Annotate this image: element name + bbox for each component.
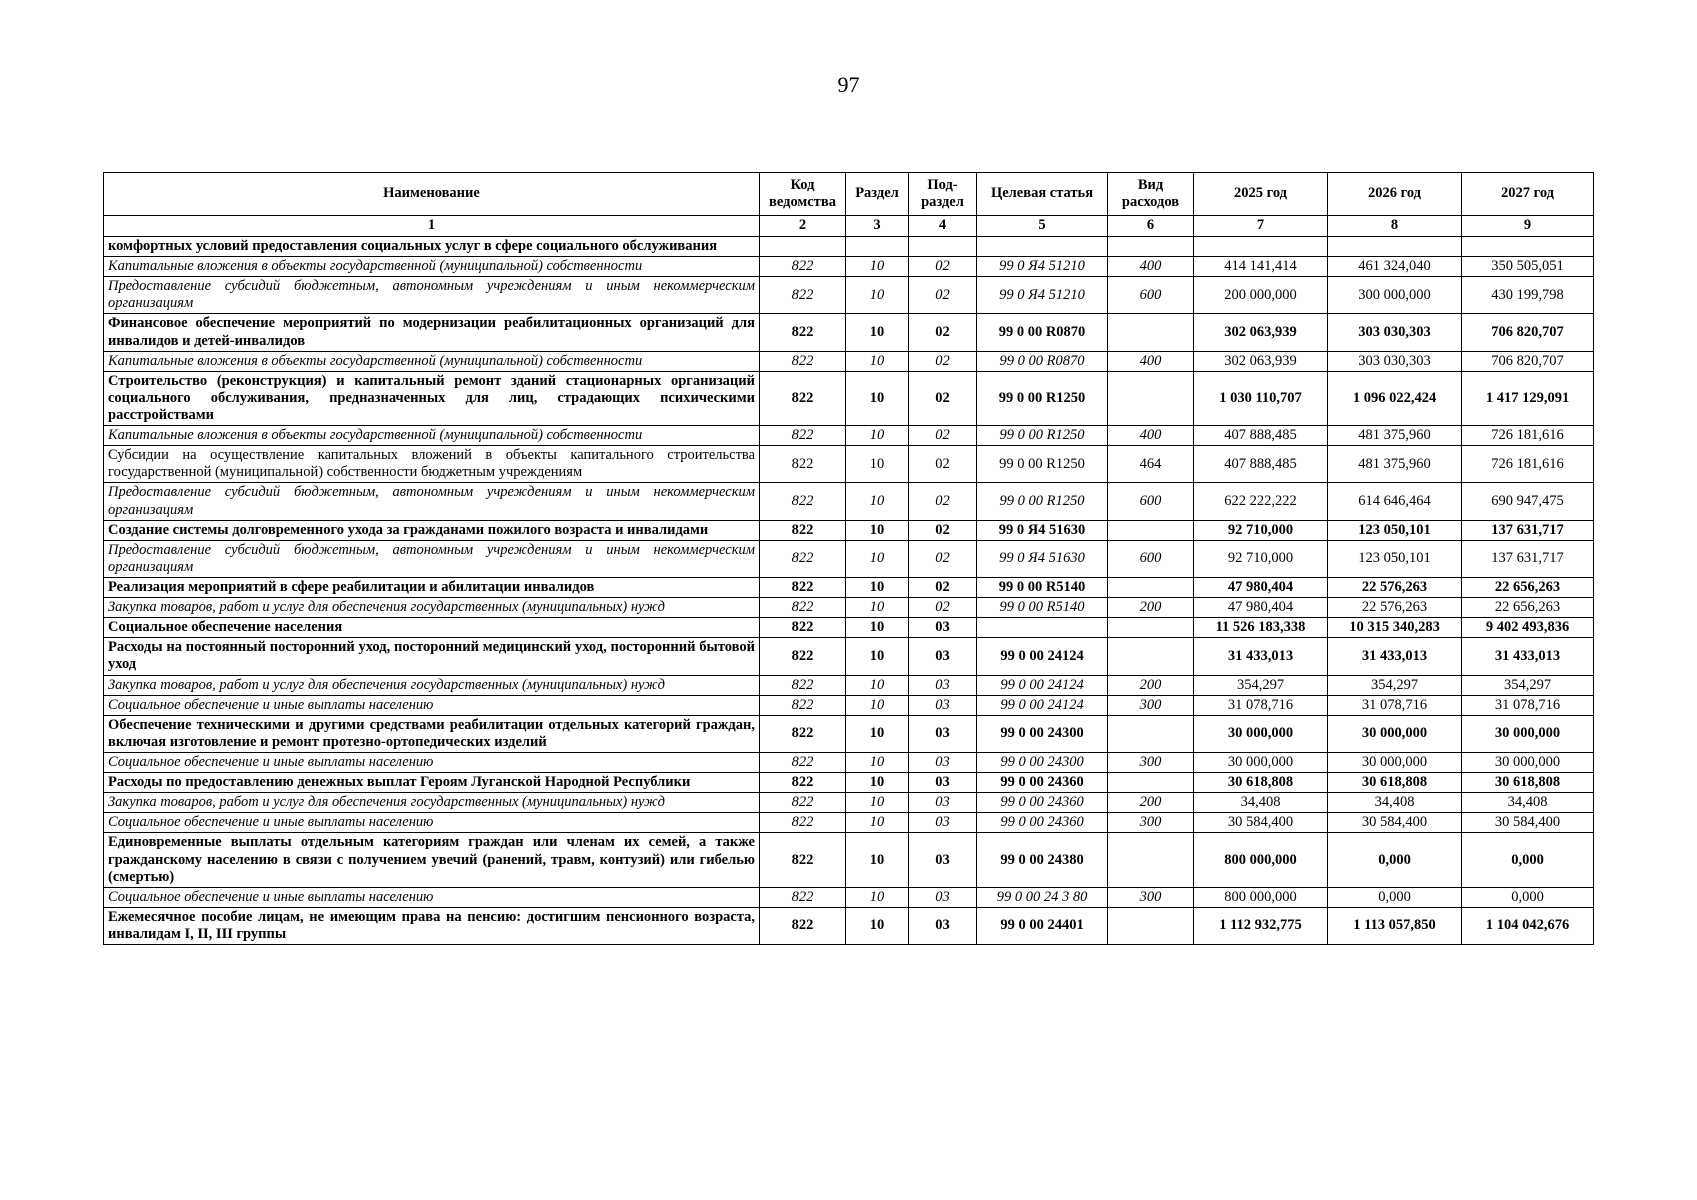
row-ved-code: 822 <box>760 446 846 483</box>
row-name: Закупка товаров, работ и услуг для обеспечения государственных (муниципальных) нужд <box>104 793 760 813</box>
table-row <box>104 695 1594 715</box>
row-podrazdel: 03 <box>909 618 977 638</box>
row-podrazdel: 03 <box>909 695 977 715</box>
row-amount-2026: 34,408 <box>1328 793 1462 813</box>
row-name: Закупка товаров, работ и услуг для обеспечения государственных (муниципальных) нужд <box>104 675 760 695</box>
row-amount-2025: 414 141,414 <box>1194 257 1328 277</box>
table-row <box>104 351 1594 371</box>
header-podrazdel: Под-раздел <box>909 173 977 216</box>
row-name: Предоставление субсидий бюджетным, автономным учреждениям и иным некоммерческим организациям <box>104 483 760 520</box>
row-razdel: 10 <box>846 577 909 597</box>
row-amount-2025: 31 078,716 <box>1194 695 1328 715</box>
row-amount-2025: 302 063,939 <box>1194 351 1328 371</box>
row-amount-2025: 622 222,222 <box>1194 483 1328 520</box>
row-amount-2027: 34,408 <box>1462 793 1594 813</box>
row-name: Расходы на постоянный посторонний уход, посторонний медицинский уход, посторонний бытовой уход <box>104 638 760 675</box>
row-amount-2025: 354,297 <box>1194 675 1328 695</box>
row-target-article: 99 0 00 24360 <box>977 773 1108 793</box>
row-razdel: 10 <box>846 446 909 483</box>
row-amount-2025: 1 112 932,775 <box>1194 907 1328 944</box>
row-target-article: 99 0 00 24401 <box>977 907 1108 944</box>
row-target-article: 99 0 00 24360 <box>977 813 1108 833</box>
row-amount-2027: 22 656,263 <box>1462 598 1594 618</box>
row-ved-code: 822 <box>760 675 846 695</box>
header-name: Наименование <box>104 173 760 216</box>
row-ved-code: 822 <box>760 793 846 813</box>
row-amount-2027: 0,000 <box>1462 833 1594 887</box>
row-expense-type: 464 <box>1108 446 1194 483</box>
table-row <box>104 907 1594 944</box>
row-ved-code: 822 <box>760 520 846 540</box>
row-amount-2026: 614 646,464 <box>1328 483 1462 520</box>
row-amount-2026: 1 113 057,850 <box>1328 907 1462 944</box>
row-target-article: 99 0 00 R1250 <box>977 426 1108 446</box>
row-target-article: 99 0 Я4 51630 <box>977 540 1108 577</box>
table-row <box>104 793 1594 813</box>
page-number: 97 <box>837 72 860 97</box>
row-amount-2026: 31 078,716 <box>1328 695 1462 715</box>
table-row <box>104 446 1594 483</box>
row-razdel: 10 <box>846 426 909 446</box>
row-amount-2026: 303 030,303 <box>1328 314 1462 351</box>
row-ved-code: 822 <box>760 426 846 446</box>
row-podrazdel: 03 <box>909 907 977 944</box>
row-amount-2027: 137 631,717 <box>1462 540 1594 577</box>
row-name: Обеспечение техническими и другими средствами реабилитации отдельных категорий граждан, включая изготовление и ремонт протезно-ортопедических изделий <box>104 715 760 752</box>
row-razdel: 10 <box>846 813 909 833</box>
column-number: 5 <box>977 216 1108 237</box>
header-target-article: Целевая статья <box>977 173 1108 216</box>
row-amount-2027: 22 656,263 <box>1462 577 1594 597</box>
table-row <box>104 752 1594 772</box>
column-number: 6 <box>1108 216 1194 237</box>
row-target-article: 99 0 Я4 51210 <box>977 257 1108 277</box>
row-podrazdel: 03 <box>909 773 977 793</box>
row-razdel: 10 <box>846 793 909 813</box>
row-amount-2026: 0,000 <box>1328 887 1462 907</box>
row-amount-2026: 123 050,101 <box>1328 520 1462 540</box>
row-expense-type <box>1108 314 1194 351</box>
row-amount-2025: 30 000,000 <box>1194 715 1328 752</box>
row-name: Финансовое обеспечение мероприятий по модернизации реабилитационных организаций для инвалидов и детей-инвалидов <box>104 314 760 351</box>
row-expense-type <box>1108 833 1194 887</box>
row-expense-type: 600 <box>1108 483 1194 520</box>
row-expense-type <box>1108 638 1194 675</box>
table-body <box>104 237 1594 945</box>
row-podrazdel: 02 <box>909 371 977 425</box>
table-row <box>104 314 1594 351</box>
row-amount-2027: 0,000 <box>1462 887 1594 907</box>
row-amount-2027: 1 104 042,676 <box>1462 907 1594 944</box>
row-target-article: 99 0 00 24 3 80 <box>977 887 1108 907</box>
row-amount-2025: 92 710,000 <box>1194 520 1328 540</box>
header-ved-code: Код ведомства <box>760 173 846 216</box>
row-amount-2026: 22 576,263 <box>1328 598 1462 618</box>
row-amount-2027 <box>1462 237 1594 257</box>
row-expense-type <box>1108 577 1194 597</box>
row-amount-2027: 1 417 129,091 <box>1462 371 1594 425</box>
row-podrazdel: 02 <box>909 426 977 446</box>
table-row <box>104 598 1594 618</box>
row-podrazdel: 03 <box>909 833 977 887</box>
row-ved-code <box>760 237 846 257</box>
row-amount-2025: 92 710,000 <box>1194 540 1328 577</box>
table-row <box>104 371 1594 425</box>
row-target-article: 99 0 00 R1250 <box>977 446 1108 483</box>
row-razdel: 10 <box>846 618 909 638</box>
row-ved-code: 822 <box>760 314 846 351</box>
row-expense-type: 300 <box>1108 887 1194 907</box>
row-amount-2025: 47 980,404 <box>1194 577 1328 597</box>
table-row <box>104 833 1594 887</box>
header-2027: 2027 год <box>1462 173 1594 216</box>
row-amount-2027: 137 631,717 <box>1462 520 1594 540</box>
row-amount-2026: 0,000 <box>1328 833 1462 887</box>
row-razdel: 10 <box>846 833 909 887</box>
row-amount-2027: 31 078,716 <box>1462 695 1594 715</box>
row-target-article: 99 0 00 R0870 <box>977 351 1108 371</box>
row-amount-2025: 30 000,000 <box>1194 752 1328 772</box>
row-amount-2027: 30 000,000 <box>1462 752 1594 772</box>
table-row <box>104 773 1594 793</box>
row-podrazdel: 03 <box>909 715 977 752</box>
row-amount-2025 <box>1194 237 1328 257</box>
row-target-article: 99 0 00 24380 <box>977 833 1108 887</box>
table-row <box>104 483 1594 520</box>
row-target-article: 99 0 00 24124 <box>977 695 1108 715</box>
row-expense-type: 400 <box>1108 351 1194 371</box>
row-razdel: 10 <box>846 675 909 695</box>
table-row <box>104 426 1594 446</box>
row-target-article: 99 0 00 R1250 <box>977 371 1108 425</box>
row-amount-2025: 30 584,400 <box>1194 813 1328 833</box>
row-expense-type: 600 <box>1108 277 1194 314</box>
row-target-article: 99 0 Я4 51630 <box>977 520 1108 540</box>
row-name: комфортных условий предоставления социальных услуг в сфере социального обслуживания <box>104 237 760 257</box>
column-number: 2 <box>760 216 846 237</box>
row-ved-code: 822 <box>760 638 846 675</box>
table-row <box>104 675 1594 695</box>
row-expense-type: 300 <box>1108 695 1194 715</box>
row-name: Социальное обеспечение и иные выплаты населению <box>104 695 760 715</box>
column-number: 8 <box>1328 216 1462 237</box>
table-row <box>104 813 1594 833</box>
row-podrazdel: 02 <box>909 577 977 597</box>
row-name: Социальное обеспечение населения <box>104 618 760 638</box>
row-ved-code: 822 <box>760 907 846 944</box>
row-expense-type <box>1108 907 1194 944</box>
row-ved-code: 822 <box>760 351 846 371</box>
row-amount-2026: 30 618,808 <box>1328 773 1462 793</box>
row-amount-2026: 30 000,000 <box>1328 752 1462 772</box>
row-podrazdel: 02 <box>909 520 977 540</box>
row-target-article: 99 0 00 24124 <box>977 675 1108 695</box>
row-podrazdel: 02 <box>909 257 977 277</box>
row-ved-code: 822 <box>760 887 846 907</box>
row-amount-2025: 800 000,000 <box>1194 833 1328 887</box>
header-2025: 2025 год <box>1194 173 1328 216</box>
row-razdel: 10 <box>846 773 909 793</box>
row-name: Закупка товаров, работ и услуг для обеспечения государственных (муниципальных) нужд <box>104 598 760 618</box>
row-podrazdel: 03 <box>909 813 977 833</box>
row-amount-2027: 30 000,000 <box>1462 715 1594 752</box>
row-podrazdel: 02 <box>909 540 977 577</box>
row-amount-2025: 34,408 <box>1194 793 1328 813</box>
row-podrazdel: 02 <box>909 483 977 520</box>
row-target-article: 99 0 00 R5140 <box>977 577 1108 597</box>
row-expense-type <box>1108 237 1194 257</box>
row-expense-type <box>1108 715 1194 752</box>
table-row <box>104 887 1594 907</box>
row-amount-2027: 706 820,707 <box>1462 314 1594 351</box>
row-target-article: 99 0 00 24124 <box>977 638 1108 675</box>
row-name: Социальное обеспечение и иные выплаты населению <box>104 813 760 833</box>
row-ved-code: 822 <box>760 618 846 638</box>
row-amount-2026: 31 433,013 <box>1328 638 1462 675</box>
row-podrazdel: 02 <box>909 446 977 483</box>
row-target-article: 99 0 00 R0870 <box>977 314 1108 351</box>
row-podrazdel: 02 <box>909 314 977 351</box>
row-expense-type <box>1108 773 1194 793</box>
row-ved-code: 822 <box>760 598 846 618</box>
table-row <box>104 277 1594 314</box>
row-amount-2026: 481 375,960 <box>1328 426 1462 446</box>
column-number: 7 <box>1194 216 1328 237</box>
row-amount-2027: 354,297 <box>1462 675 1594 695</box>
row-target-article <box>977 237 1108 257</box>
row-razdel: 10 <box>846 540 909 577</box>
row-amount-2026: 461 324,040 <box>1328 257 1462 277</box>
row-amount-2026: 10 315 340,283 <box>1328 618 1462 638</box>
row-expense-type <box>1108 618 1194 638</box>
row-razdel: 10 <box>846 371 909 425</box>
row-name: Реализация мероприятий в сфере реабилитации и абилитации инвалидов <box>104 577 760 597</box>
row-name: Расходы по предоставлению денежных выплат Героям Луганской Народной Республики <box>104 773 760 793</box>
row-target-article: 99 0 00 R1250 <box>977 483 1108 520</box>
row-amount-2025: 1 030 110,707 <box>1194 371 1328 425</box>
row-name: Единовременные выплаты отдельным категориям граждан или членам их семей, а также гражданскому населению в связи с получением увечий (ранений, травм, контузий) или гибелью (смертью) <box>104 833 760 887</box>
table-row <box>104 715 1594 752</box>
row-amount-2027: 706 820,707 <box>1462 351 1594 371</box>
row-expense-type <box>1108 371 1194 425</box>
row-target-article: 99 0 00 24360 <box>977 793 1108 813</box>
row-name: Капитальные вложения в объекты государственной (муниципальной) собственности <box>104 351 760 371</box>
row-amount-2026: 22 576,263 <box>1328 577 1462 597</box>
row-expense-type: 200 <box>1108 793 1194 813</box>
row-amount-2025: 800 000,000 <box>1194 887 1328 907</box>
row-podrazdel: 03 <box>909 675 977 695</box>
row-amount-2027: 690 947,475 <box>1462 483 1594 520</box>
column-number: 9 <box>1462 216 1594 237</box>
table-row <box>104 577 1594 597</box>
row-amount-2026: 30 000,000 <box>1328 715 1462 752</box>
row-podrazdel: 03 <box>909 752 977 772</box>
row-target-article: 99 0 00 24300 <box>977 715 1108 752</box>
budget-table <box>103 172 1594 945</box>
row-name: Предоставление субсидий бюджетным, автономным учреждениям и иным некоммерческим организациям <box>104 277 760 314</box>
row-amount-2026: 123 050,101 <box>1328 540 1462 577</box>
row-name: Социальное обеспечение и иные выплаты населению <box>104 887 760 907</box>
row-amount-2027: 350 505,051 <box>1462 257 1594 277</box>
row-razdel <box>846 237 909 257</box>
row-amount-2027: 726 181,616 <box>1462 446 1594 483</box>
table-row <box>104 618 1594 638</box>
row-podrazdel: 02 <box>909 277 977 314</box>
row-amount-2026: 303 030,303 <box>1328 351 1462 371</box>
row-razdel: 10 <box>846 752 909 772</box>
row-name: Строительство (реконструкция) и капитальный ремонт зданий стационарных организаций социального обслуживания, предназначенных для лиц, страдающих психическими расстройствами <box>104 371 760 425</box>
header-2026: 2026 год <box>1328 173 1462 216</box>
row-podrazdel: 02 <box>909 351 977 371</box>
row-razdel: 10 <box>846 887 909 907</box>
table-row <box>104 520 1594 540</box>
row-ved-code: 822 <box>760 277 846 314</box>
row-target-article: 99 0 Я4 51210 <box>977 277 1108 314</box>
row-razdel: 10 <box>846 695 909 715</box>
table-row <box>104 540 1594 577</box>
column-number: 4 <box>909 216 977 237</box>
row-amount-2025: 47 980,404 <box>1194 598 1328 618</box>
table-header <box>104 173 1594 237</box>
row-expense-type: 400 <box>1108 426 1194 446</box>
table-row <box>104 257 1594 277</box>
row-amount-2025: 31 433,013 <box>1194 638 1328 675</box>
row-razdel: 10 <box>846 715 909 752</box>
row-target-article: 99 0 00 24300 <box>977 752 1108 772</box>
row-expense-type: 200 <box>1108 598 1194 618</box>
row-amount-2026: 1 096 022,424 <box>1328 371 1462 425</box>
row-target-article <box>977 618 1108 638</box>
row-amount-2027: 30 618,808 <box>1462 773 1594 793</box>
row-ved-code: 822 <box>760 257 846 277</box>
row-amount-2026 <box>1328 237 1462 257</box>
row-name: Социальное обеспечение и иные выплаты населению <box>104 752 760 772</box>
row-expense-type <box>1108 520 1194 540</box>
row-ved-code: 822 <box>760 371 846 425</box>
row-name: Субсидии на осуществление капитальных вложений в объекты капитального строительства государственной (муниципальной) собственности бюджетным учреждениям <box>104 446 760 483</box>
row-razdel: 10 <box>846 277 909 314</box>
table-row <box>104 638 1594 675</box>
row-amount-2026: 300 000,000 <box>1328 277 1462 314</box>
row-name: Предоставление субсидий бюджетным, автономным учреждениям и иным некоммерческим организациям <box>104 540 760 577</box>
row-ved-code: 822 <box>760 813 846 833</box>
row-podrazdel: 03 <box>909 793 977 813</box>
row-ved-code: 822 <box>760 695 846 715</box>
row-amount-2026: 354,297 <box>1328 675 1462 695</box>
row-razdel: 10 <box>846 907 909 944</box>
row-amount-2026: 30 584,400 <box>1328 813 1462 833</box>
row-amount-2027: 726 181,616 <box>1462 426 1594 446</box>
row-ved-code: 822 <box>760 540 846 577</box>
row-razdel: 10 <box>846 638 909 675</box>
row-podrazdel: 03 <box>909 887 977 907</box>
row-razdel: 10 <box>846 598 909 618</box>
row-expense-type: 200 <box>1108 675 1194 695</box>
header-expense-type: Вид расходов <box>1108 173 1194 216</box>
row-amount-2025: 11 526 183,338 <box>1194 618 1328 638</box>
row-ved-code: 822 <box>760 773 846 793</box>
row-razdel: 10 <box>846 351 909 371</box>
column-number: 3 <box>846 216 909 237</box>
row-ved-code: 822 <box>760 483 846 520</box>
row-expense-type: 300 <box>1108 752 1194 772</box>
row-amount-2025: 407 888,485 <box>1194 446 1328 483</box>
table-row <box>104 237 1594 257</box>
row-podrazdel: 02 <box>909 598 977 618</box>
row-amount-2026: 481 375,960 <box>1328 446 1462 483</box>
row-amount-2025: 30 618,808 <box>1194 773 1328 793</box>
row-name: Создание системы долговременного ухода за гражданами пожилого возраста и инвалидами <box>104 520 760 540</box>
row-amount-2025: 200 000,000 <box>1194 277 1328 314</box>
row-name: Капитальные вложения в объекты государственной (муниципальной) собственности <box>104 257 760 277</box>
row-amount-2025: 407 888,485 <box>1194 426 1328 446</box>
header-razdel: Раздел <box>846 173 909 216</box>
row-expense-type: 400 <box>1108 257 1194 277</box>
row-razdel: 10 <box>846 257 909 277</box>
row-expense-type: 600 <box>1108 540 1194 577</box>
row-ved-code: 822 <box>760 752 846 772</box>
row-razdel: 10 <box>846 483 909 520</box>
row-amount-2027: 9 402 493,836 <box>1462 618 1594 638</box>
row-amount-2027: 31 433,013 <box>1462 638 1594 675</box>
row-name: Капитальные вложения в объекты государственной (муниципальной) собственности <box>104 426 760 446</box>
row-podrazdel <box>909 237 977 257</box>
column-number: 1 <box>104 216 760 237</box>
row-amount-2027: 30 584,400 <box>1462 813 1594 833</box>
row-target-article: 99 0 00 R5140 <box>977 598 1108 618</box>
row-ved-code: 822 <box>760 833 846 887</box>
row-ved-code: 822 <box>760 577 846 597</box>
row-expense-type: 300 <box>1108 813 1194 833</box>
row-razdel: 10 <box>846 520 909 540</box>
row-amount-2025: 302 063,939 <box>1194 314 1328 351</box>
row-name: Ежемесячное пособие лицам, не имеющим права на пенсию: достигшим пенсионного возраста, инвалидам I, II, III группы <box>104 907 760 944</box>
row-razdel: 10 <box>846 314 909 351</box>
row-amount-2027: 430 199,798 <box>1462 277 1594 314</box>
row-ved-code: 822 <box>760 715 846 752</box>
row-podrazdel: 03 <box>909 638 977 675</box>
